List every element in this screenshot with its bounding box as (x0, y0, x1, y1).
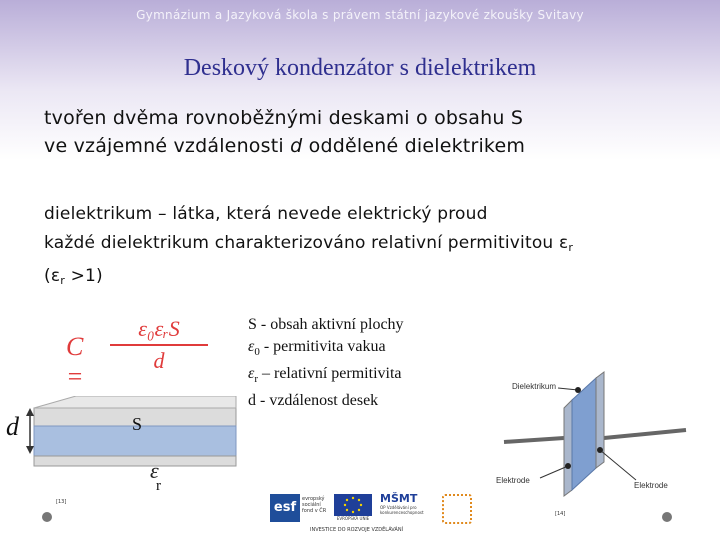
dielectric-dot (575, 387, 581, 393)
bottom-plate (34, 456, 236, 466)
definition-line-3 (44, 262, 573, 295)
esf-mark: esf (270, 494, 300, 522)
fraction-bar (110, 344, 208, 346)
dielectric-pointer (558, 388, 578, 390)
eu-flag-icon (334, 494, 372, 516)
arrow-up-icon (26, 408, 34, 416)
op-vk-logo (442, 494, 472, 524)
legend-eps0-sub: 0 (254, 346, 260, 359)
legend-epsr-text: – relativní permitivita (257, 365, 402, 383)
op-text: OP Vzdělávání pro konkurenceschopnost (380, 505, 424, 515)
dielectric-block (572, 378, 596, 490)
intro-text (44, 104, 525, 160)
legend-epsr-sub: r (254, 373, 258, 386)
msmt-logo (380, 492, 432, 522)
intro-line-2-a: ve vzájemné vzdálenosti (44, 135, 291, 157)
eu-stars-icon (334, 494, 372, 516)
esf-logo (270, 494, 328, 522)
label-r: r (156, 478, 161, 494)
eu-logo (334, 494, 372, 522)
left-electrode-dot (565, 463, 571, 469)
definition-line-3-sub: r (60, 274, 65, 287)
legend-eps0-symbol: ε (248, 338, 255, 355)
plate-capacitor-diagram (0, 396, 240, 506)
formula-numerator: ε₀εᵣS (138, 316, 180, 341)
right-electrode-pointer (600, 450, 636, 480)
logos-footer: INVESTICE DO ROZVOJE VZDĚLÁVÁNÍ (310, 527, 404, 533)
msmt-mark: MŠMT (380, 492, 418, 505)
legend-eps0 (248, 336, 404, 363)
top-plate-surface (34, 396, 236, 408)
label-epsilon: ε (150, 458, 159, 483)
intro-line-1: tvořen dvěma rovnoběžnými deskami o obsahu S (44, 107, 524, 129)
legend-epsr-symbol: ε (248, 365, 255, 383)
intro-line-2 (44, 132, 525, 160)
definition-line-1: dielektrikum – látka, která nevede elektrický proud (44, 204, 488, 224)
formula-lhs: C = (66, 332, 84, 391)
left-wire (504, 438, 564, 442)
legend-epsr (248, 363, 404, 390)
intro-line-2-b: oddělené dielektrikem (302, 135, 526, 157)
ref-14: [14] (555, 511, 566, 517)
legend-eps0-text: - permitivita vakua (259, 338, 386, 355)
symbol-legend (248, 314, 404, 412)
corner-dot-left (42, 512, 52, 522)
right-wire (604, 430, 686, 438)
arrow-down-icon (26, 446, 34, 454)
legend-s: S - obsah aktivní plochy (248, 316, 404, 333)
esf-text: evropský sociální fond v ČR (302, 496, 327, 514)
label-electrode-left: Elektrode (496, 476, 530, 485)
formula-fraction (110, 316, 208, 374)
intro-d-symbol: d (290, 135, 303, 157)
corner-dot-right (662, 512, 672, 522)
left-electrode (564, 400, 572, 496)
right-electrode (596, 372, 604, 468)
legend-d: d - vzdálenost desek (248, 392, 379, 410)
label-d: d (6, 412, 19, 441)
formula-denominator: d (153, 348, 165, 373)
definition-line-3-a: (ε (44, 266, 61, 286)
definition-line-2-text: každé dielektrikum charakterizováno relativní permitivitou ε (44, 233, 569, 253)
school-name: Gymnázium a Jazyková škola s právem státní jazykové zkoušky Svitavy (136, 8, 584, 22)
definition-text (44, 200, 573, 295)
eu-text: EVROPSKÁ UNIE (336, 516, 370, 521)
label-electrode-right: Elektrode (634, 481, 668, 490)
right-electrode-dot (597, 447, 603, 453)
definition-line-2-sub: r (568, 241, 574, 254)
ref-13: [13] (56, 499, 67, 505)
page-title: Deskový kondenzátor s dielektrikem (183, 55, 537, 81)
label-s: S (132, 414, 143, 434)
definition-line-3-b: >1) (64, 266, 103, 286)
definition-line-2 (44, 229, 573, 262)
label-dielectric: Dielektrikum (512, 382, 557, 391)
